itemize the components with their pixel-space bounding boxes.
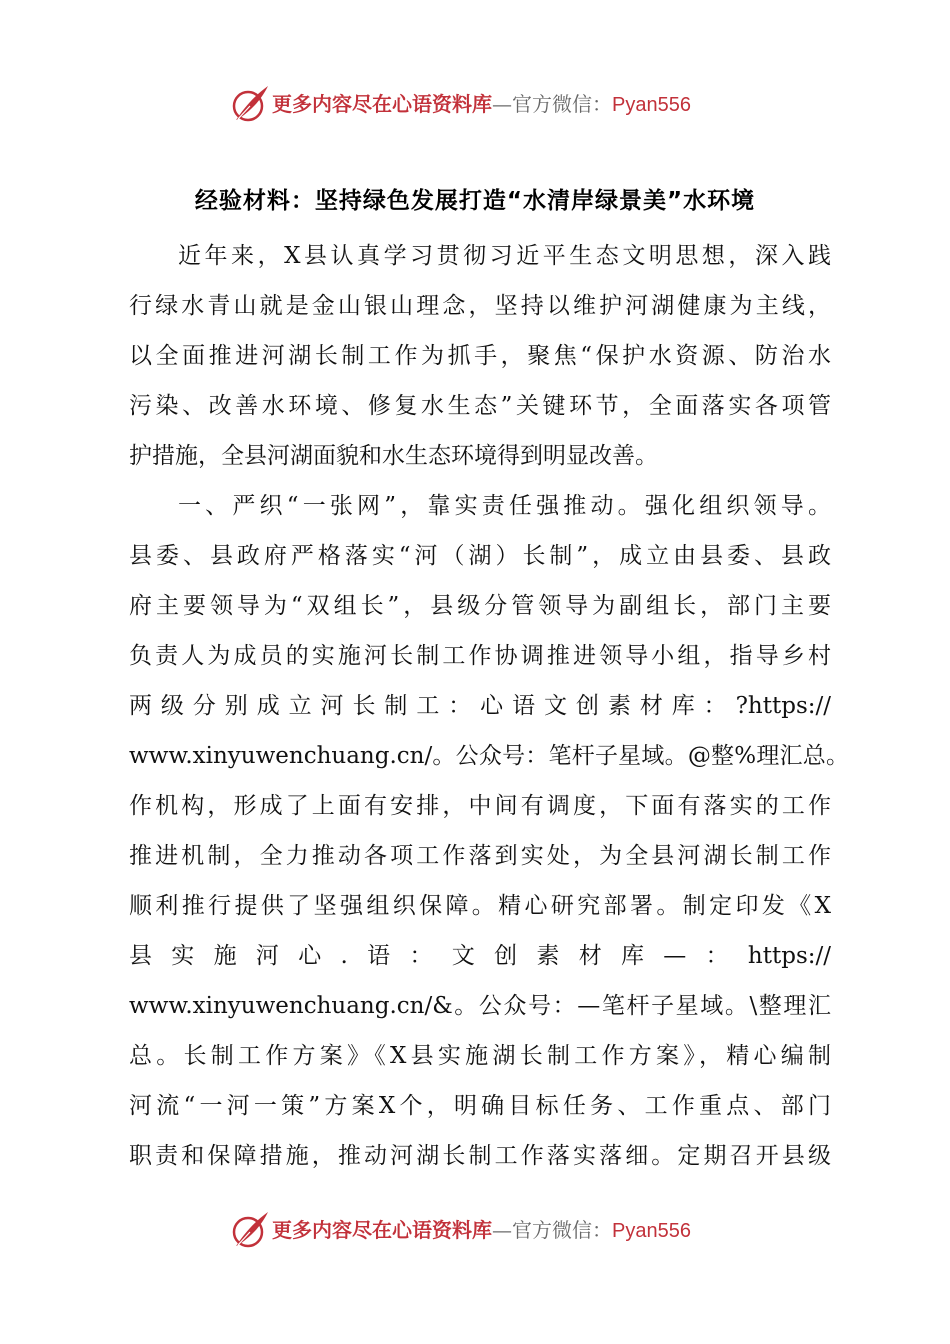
banner-dash: —	[492, 1218, 512, 1242]
document-title: 经验材料：坚持绿色发展打造“水清岸绿景美”水环境	[194, 188, 756, 214]
quill-pen-logo-icon	[228, 82, 272, 126]
text-line: 一、严织“一张网”，靠实责任强推动。强化组织领导。	[178, 493, 831, 519]
banner-wechat-id: Pyan556	[612, 94, 691, 116]
text-line: 职责和保障措施，推动河湖长制工作落实落细。定期召开县级	[129, 1143, 831, 1169]
banner-contact-label: 官方微信：	[512, 92, 612, 116]
text-line: 县委、县政府严格落实“河（湖）长制”，成立由县委、县政	[129, 543, 831, 569]
text-line: 以全面推进河湖长制工作为抓手，聚焦“保护水资源、防治水	[129, 343, 831, 369]
text-line: 顺利推行提供了坚强组织保障。精心研究部署。制定印发《X	[129, 893, 831, 919]
text-line: 作机构，形成了上面有安排，中间有调度，下面有落实的工作	[129, 793, 831, 819]
text-line: 两级分别成立河长制工：心语文创素材库：?https://	[129, 693, 831, 719]
text-line: 府主要领导为“双组长”，县级分管领导为副组长，部门主要	[129, 593, 831, 619]
text-line: www.xinyuwenchuang.cn/&。公众号：—笔杆子星域。\整理汇	[129, 993, 831, 1019]
header-banner	[0, 80, 950, 130]
text-line: 护措施，全县河湖面貌和水生态环境得到明显改善。	[129, 443, 658, 469]
text-line: 河流“一河一策”方案X个，明确目标任务、工作重点、部门	[129, 1093, 831, 1119]
quill-pen-logo-icon	[228, 1208, 272, 1252]
text-line: 污染、改善水环境、修复水生态”关键环节，全面落实各项管	[129, 393, 831, 419]
banner-brand: 更多内容尽在心语资料库	[272, 1218, 492, 1242]
text-line: 推进机制，全力推动各项工作落到实处，为全县河湖长制工作	[129, 843, 831, 869]
banner-wechat-id: Pyan556	[612, 1220, 691, 1242]
text-line: 负责人为成员的实施河长制工作协调推进领导小组，指导乡村	[129, 643, 831, 669]
banner-dash: —	[492, 92, 512, 116]
text-line: 总。长制工作方案》《X县实施湖长制工作方案》，精心编制	[129, 1043, 831, 1069]
footer-banner	[0, 1206, 950, 1256]
banner-text	[272, 1216, 691, 1245]
banner-text	[272, 90, 691, 119]
text-line: 县实施河心.语：文创素材库—：https://	[129, 943, 831, 969]
text-line: 近年来，X县认真学习贯彻习近平生态文明思想，深入践	[178, 243, 831, 269]
text-line: 行绿水青山就是金山银山理念，坚持以维护河湖健康为主线，	[129, 293, 831, 319]
banner-contact-label: 官方微信：	[512, 1218, 612, 1242]
banner-brand: 更多内容尽在心语资料库	[272, 92, 492, 116]
text-line: www.xinyuwenchuang.cn/。公众号：笔杆子星域。@整%理汇总。	[129, 743, 849, 769]
